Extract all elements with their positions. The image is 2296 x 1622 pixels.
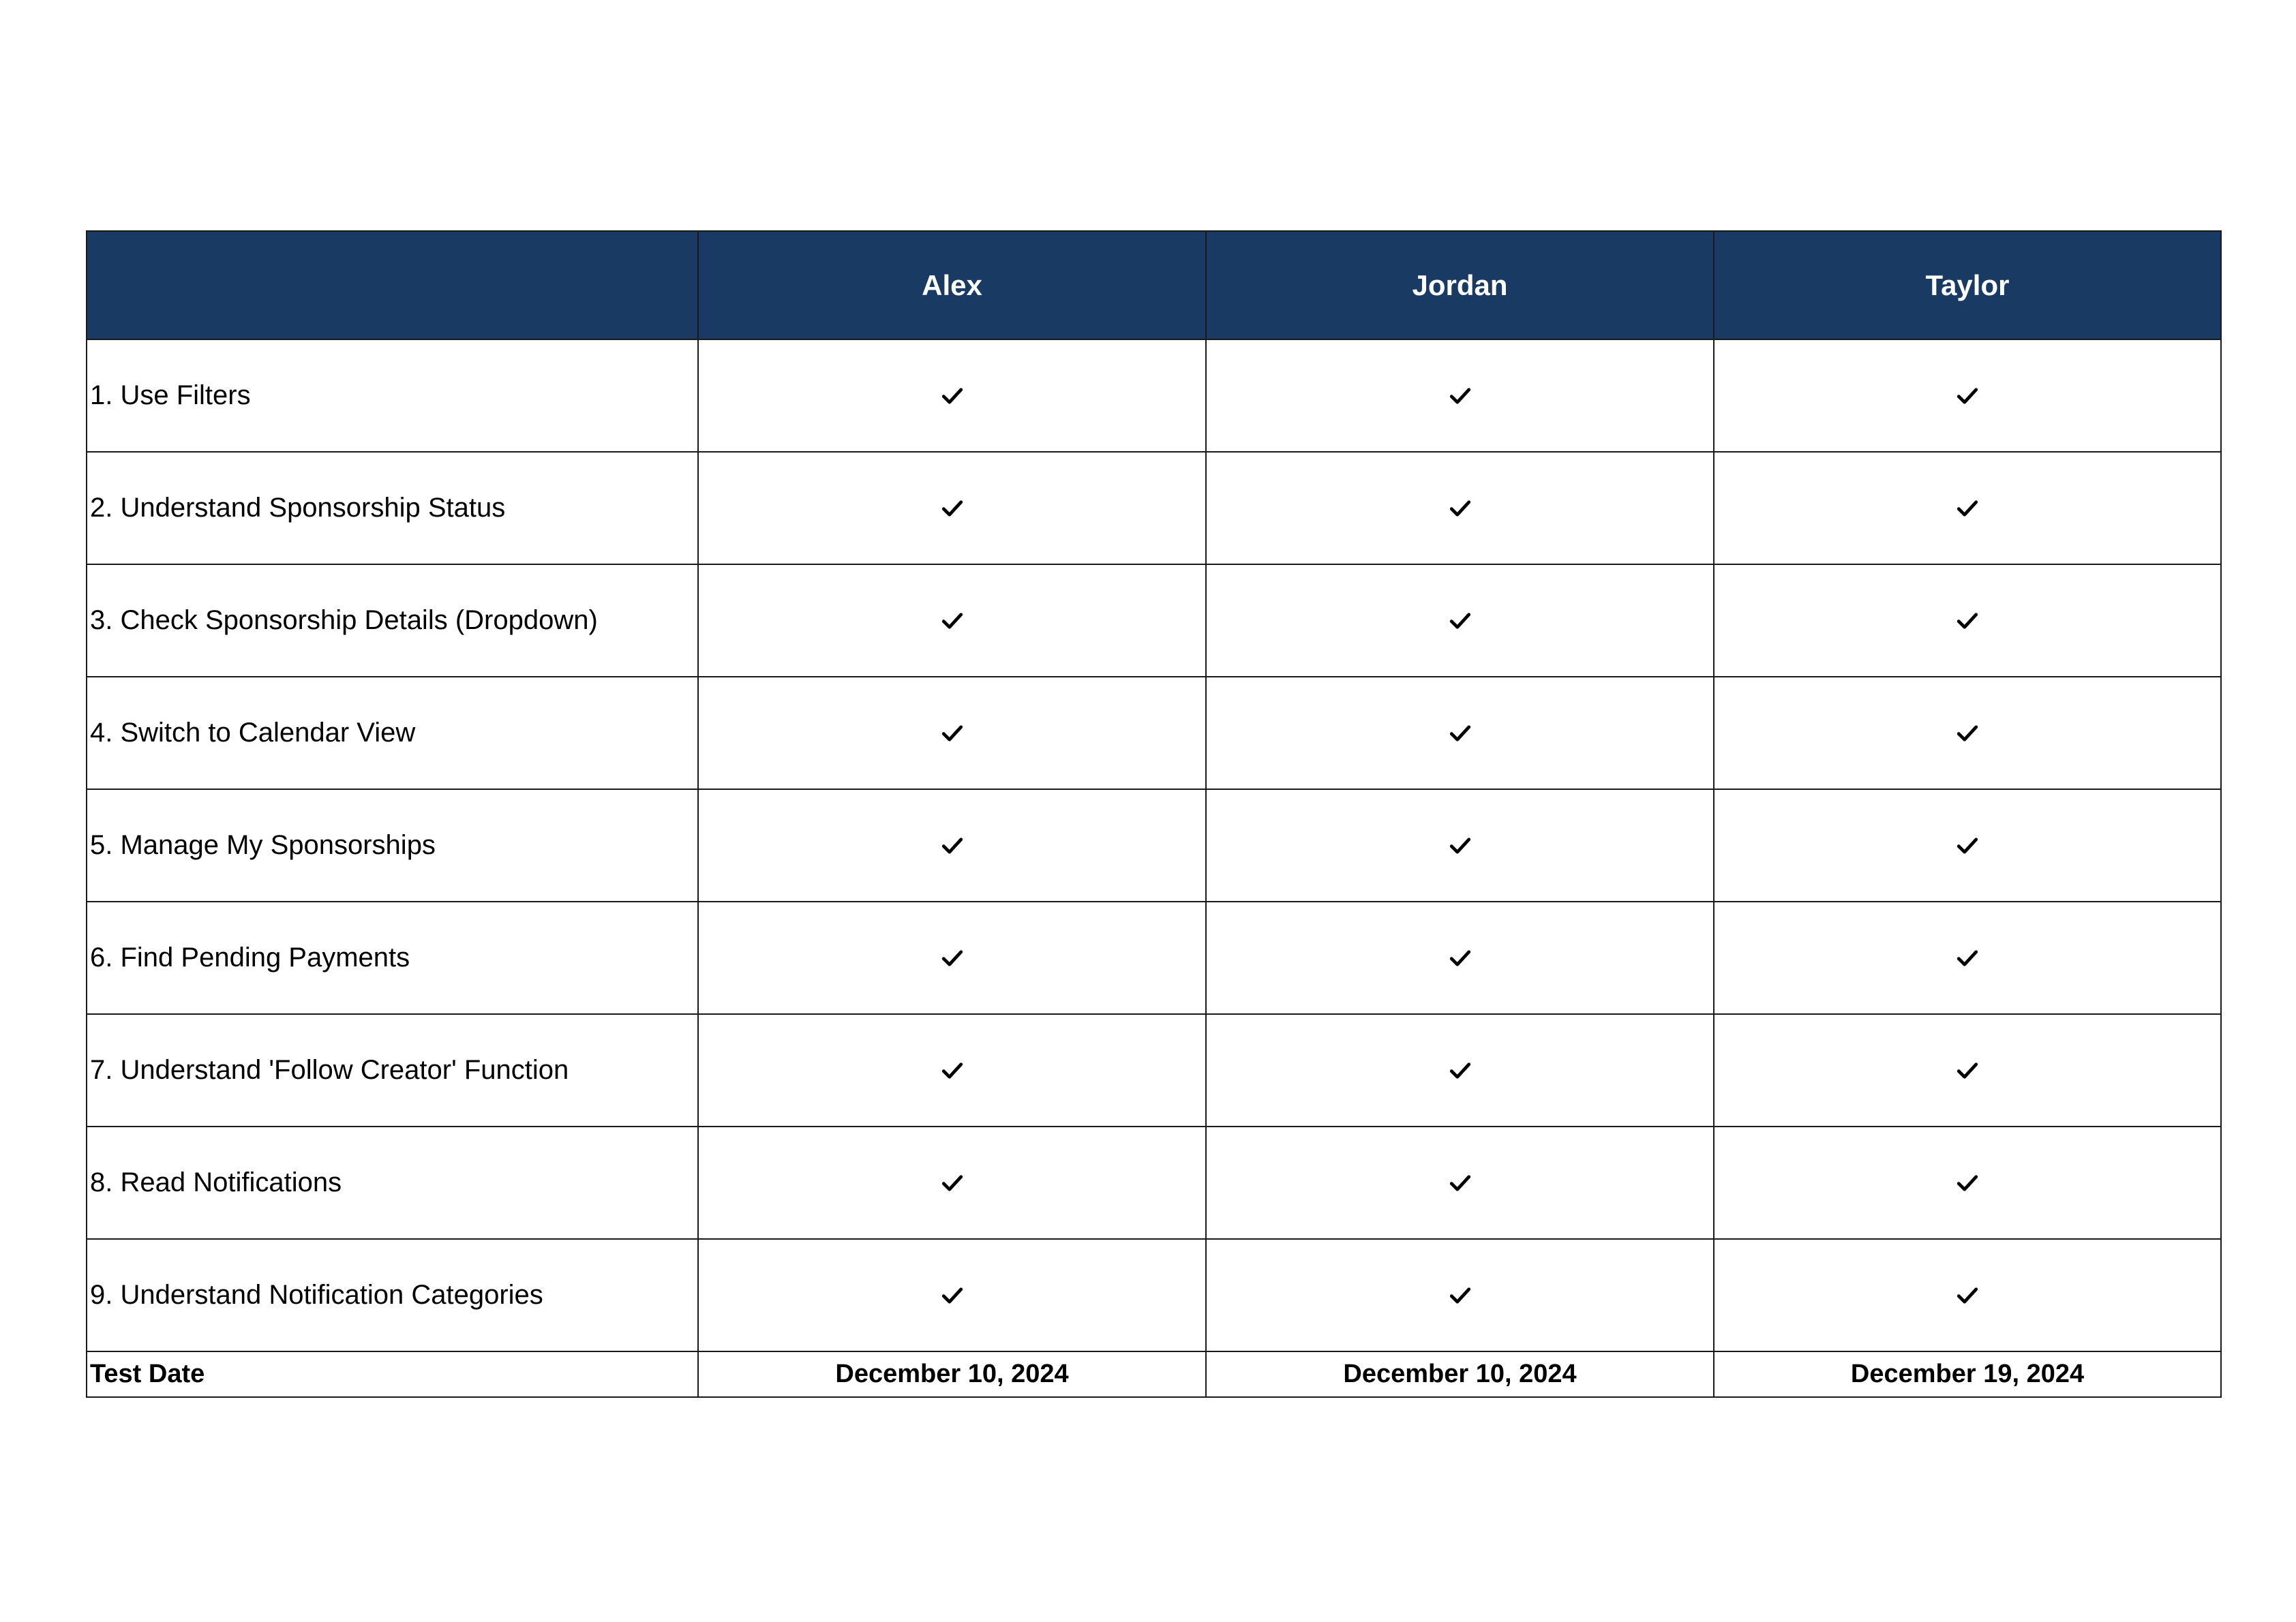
header-person-taylor: Taylor bbox=[1714, 231, 2221, 339]
check-icon bbox=[941, 609, 964, 632]
result-cell bbox=[698, 1127, 1206, 1239]
result-cell bbox=[1206, 1014, 1714, 1127]
result-cell bbox=[1714, 564, 2221, 677]
result-cell bbox=[698, 789, 1206, 902]
result-cell bbox=[1206, 902, 1714, 1014]
result-cell bbox=[698, 452, 1206, 564]
check-icon bbox=[1449, 609, 1472, 632]
result-cell bbox=[698, 677, 1206, 789]
header-corner-cell bbox=[87, 231, 698, 339]
test-date-jordan: December 10, 2024 bbox=[1206, 1351, 1714, 1397]
test-date-taylor: December 19, 2024 bbox=[1714, 1351, 2221, 1397]
result-cell bbox=[1206, 564, 1714, 677]
usability-test-table bbox=[86, 230, 2222, 1398]
check-icon bbox=[941, 1284, 964, 1307]
check-icon bbox=[1956, 609, 1979, 632]
check-icon bbox=[1956, 722, 1979, 745]
result-cell bbox=[1206, 339, 1714, 452]
result-cell bbox=[698, 902, 1206, 1014]
result-cell bbox=[1714, 452, 2221, 564]
check-icon bbox=[1449, 722, 1472, 745]
task-label: 6. Find Pending Payments bbox=[87, 902, 698, 1014]
table-row bbox=[87, 902, 2221, 1014]
check-icon bbox=[1956, 384, 1979, 408]
task-label: 4. Switch to Calendar View bbox=[87, 677, 698, 789]
task-label: 2. Understand Sponsorship Status bbox=[87, 452, 698, 564]
result-cell bbox=[1206, 677, 1714, 789]
task-label: 3. Check Sponsorship Details (Dropdown) bbox=[87, 564, 698, 677]
table-row bbox=[87, 564, 2221, 677]
check-icon bbox=[1449, 1059, 1472, 1082]
check-icon bbox=[1956, 1059, 1979, 1082]
result-cell bbox=[1714, 789, 2221, 902]
result-cell bbox=[1206, 452, 1714, 564]
table-header bbox=[87, 231, 2221, 339]
check-icon bbox=[1449, 947, 1472, 970]
test-date-alex: December 10, 2024 bbox=[698, 1351, 1206, 1397]
result-cell bbox=[1714, 1239, 2221, 1351]
table-row bbox=[87, 1239, 2221, 1351]
check-icon bbox=[1956, 834, 1979, 857]
check-icon bbox=[941, 947, 964, 970]
task-label: 8. Read Notifications bbox=[87, 1127, 698, 1239]
check-icon bbox=[1449, 1172, 1472, 1195]
check-icon bbox=[941, 722, 964, 745]
check-icon bbox=[1449, 497, 1472, 520]
check-icon bbox=[1449, 834, 1472, 857]
result-cell bbox=[1714, 1127, 2221, 1239]
result-cell bbox=[1714, 677, 2221, 789]
table-row bbox=[87, 1127, 2221, 1239]
check-icon bbox=[941, 834, 964, 857]
task-label: 5. Manage My Sponsorships bbox=[87, 789, 698, 902]
test-date-label: Test Date bbox=[87, 1351, 698, 1397]
check-icon bbox=[941, 384, 964, 408]
result-cell bbox=[698, 564, 1206, 677]
task-label: 1. Use Filters bbox=[87, 339, 698, 452]
result-cell bbox=[698, 339, 1206, 452]
result-cell bbox=[698, 1014, 1206, 1127]
result-cell bbox=[1714, 339, 2221, 452]
table-row bbox=[87, 677, 2221, 789]
check-icon bbox=[941, 1172, 964, 1195]
test-date-row bbox=[87, 1351, 2221, 1397]
check-icon bbox=[941, 497, 964, 520]
table-row bbox=[87, 789, 2221, 902]
check-icon bbox=[1956, 497, 1979, 520]
task-label: 9. Understand Notification Categories bbox=[87, 1239, 698, 1351]
check-icon bbox=[941, 1059, 964, 1082]
header-row bbox=[87, 231, 2221, 339]
check-icon bbox=[1956, 1172, 1979, 1195]
check-icon bbox=[1449, 1284, 1472, 1307]
table-row bbox=[87, 1014, 2221, 1127]
result-cell bbox=[1206, 789, 1714, 902]
result-cell bbox=[698, 1239, 1206, 1351]
task-label: 7. Understand 'Follow Creator' Function bbox=[87, 1014, 698, 1127]
result-cell bbox=[1206, 1127, 1714, 1239]
check-icon bbox=[1449, 384, 1472, 408]
header-person-alex: Alex bbox=[698, 231, 1206, 339]
table-body bbox=[87, 339, 2221, 1397]
check-icon bbox=[1956, 947, 1979, 970]
header-person-jordan: Jordan bbox=[1206, 231, 1714, 339]
check-icon bbox=[1956, 1284, 1979, 1307]
result-cell bbox=[1206, 1239, 1714, 1351]
result-cell bbox=[1714, 1014, 2221, 1127]
result-cell bbox=[1714, 902, 2221, 1014]
table-row bbox=[87, 339, 2221, 452]
table-row bbox=[87, 452, 2221, 564]
